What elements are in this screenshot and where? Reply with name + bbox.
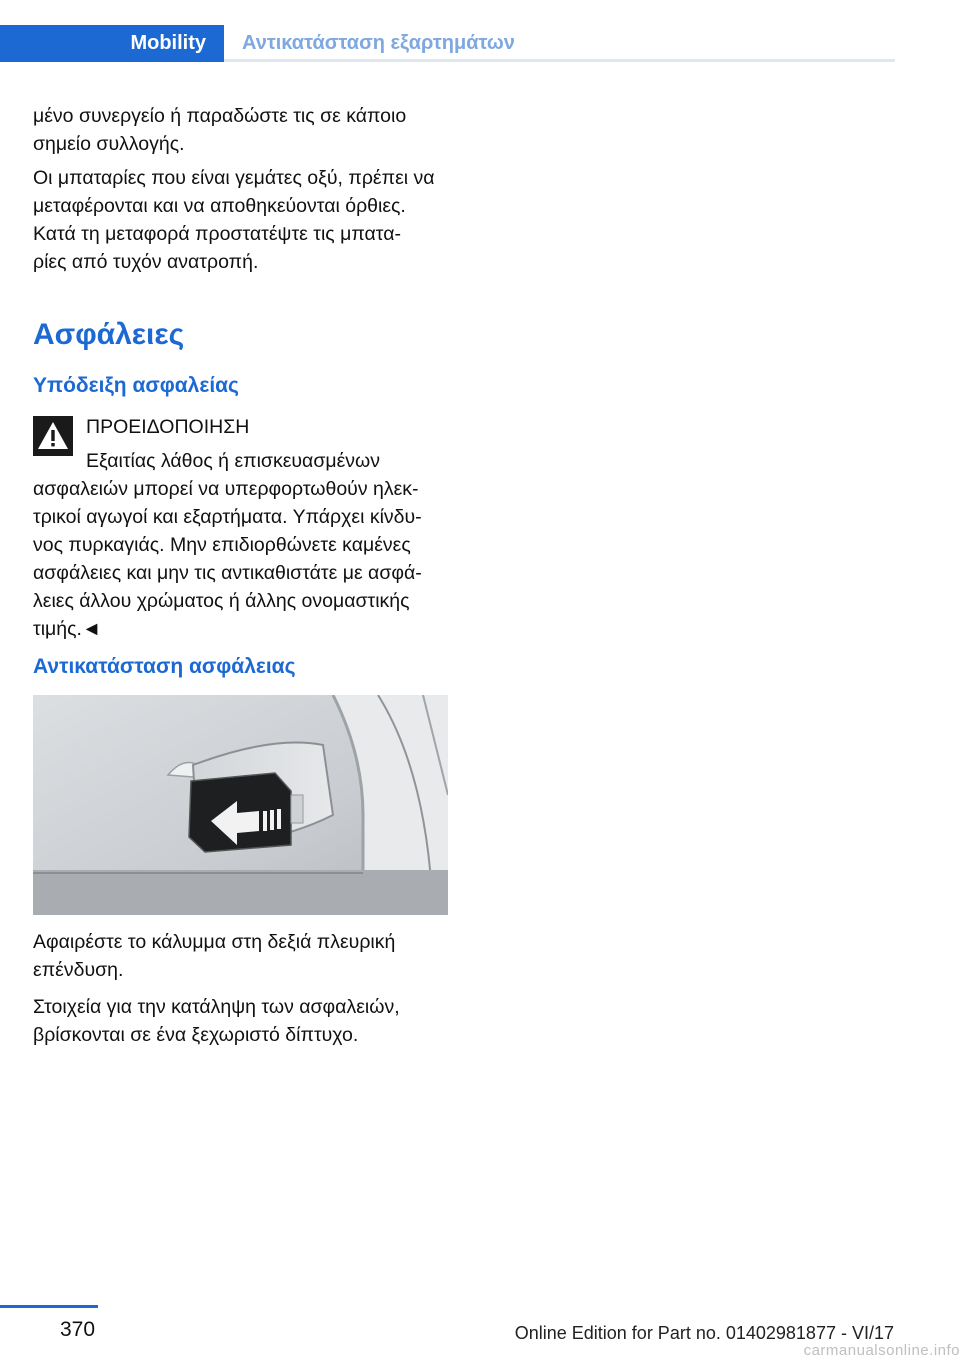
breadcrumb[interactable]: Αντικατάσταση εξαρτημάτων: [242, 32, 515, 54]
warning-label: ΠΡΟΕΙΔΟΠΟΙΗΣΗ: [86, 416, 250, 438]
warning-line: νος πυρκαγιάς. Μην επιδιορθώνετε καμένες: [33, 534, 411, 556]
warning-line: ασφάλειες και μην τις αντικαθιστάτε με ασφά‐: [33, 562, 422, 584]
warning-line: λειες άλλου χρώματος ή άλλης ονομαστικής: [33, 590, 410, 612]
battery-line: μεταφέρονται και να αποθηκεύονται όρθιες.: [33, 195, 406, 217]
intro-line: σημείο συλλογής.: [33, 133, 185, 155]
watermark: carmanualsonline.info: [803, 1342, 960, 1359]
trunk-panel-photo: [33, 695, 448, 915]
warning-text: [33, 475, 453, 643]
intro-line: μένο συνεργείο ή παραδώστε τις σε κάποιο: [33, 105, 407, 127]
section-tab[interactable]: Mobility: [0, 25, 224, 62]
info-line: Στοιχεία για την κατάληψη των ασφαλειών,: [33, 996, 400, 1018]
replace-title: Αντικατάσταση ασφάλειας: [33, 655, 296, 678]
caption-line: επένδυση.: [33, 959, 124, 981]
battery-line: Οι μπαταρίες που είναι γεμάτες οξύ, πρέπει να: [33, 167, 435, 189]
warning-line: τιμής.◄: [33, 618, 102, 640]
warning-line: ασφαλειών μπορεί να υπερφορτωθούν ηλεκ‐: [33, 478, 419, 500]
footer-rule: [0, 1305, 98, 1308]
edition-text: Online Edition for Part no. 01402981877 - VI/17: [514, 1323, 894, 1343]
warning-line: Εξαιτίας λάθος ή επισκευασμένων: [86, 450, 381, 472]
page-number: 370: [60, 1318, 96, 1341]
section-title: Ασφάλειες: [33, 318, 185, 351]
section-subtitle: Υπόδειξη ασφαλείας: [33, 374, 239, 397]
battery-line: Κατά τη μεταφορά προστατέψτε τις μπατα‐: [33, 223, 401, 245]
battery-paragraph: [33, 164, 453, 276]
warning-icon: [33, 416, 73, 456]
caption-line: Αφαιρέστε το κάλυμμα στη δεξιά πλευρική: [33, 931, 396, 953]
warning-line: τρικοί αγωγοί και εξαρτήματα. Υπάρχει κίνδυ‐: [33, 506, 422, 528]
info-line: βρίσκονται σε ένα ξεχωριστό δίπτυχο.: [33, 1024, 359, 1046]
intro-paragraph: [33, 102, 453, 158]
battery-line: ρίες από τυχόν ανατροπή.: [33, 251, 259, 273]
